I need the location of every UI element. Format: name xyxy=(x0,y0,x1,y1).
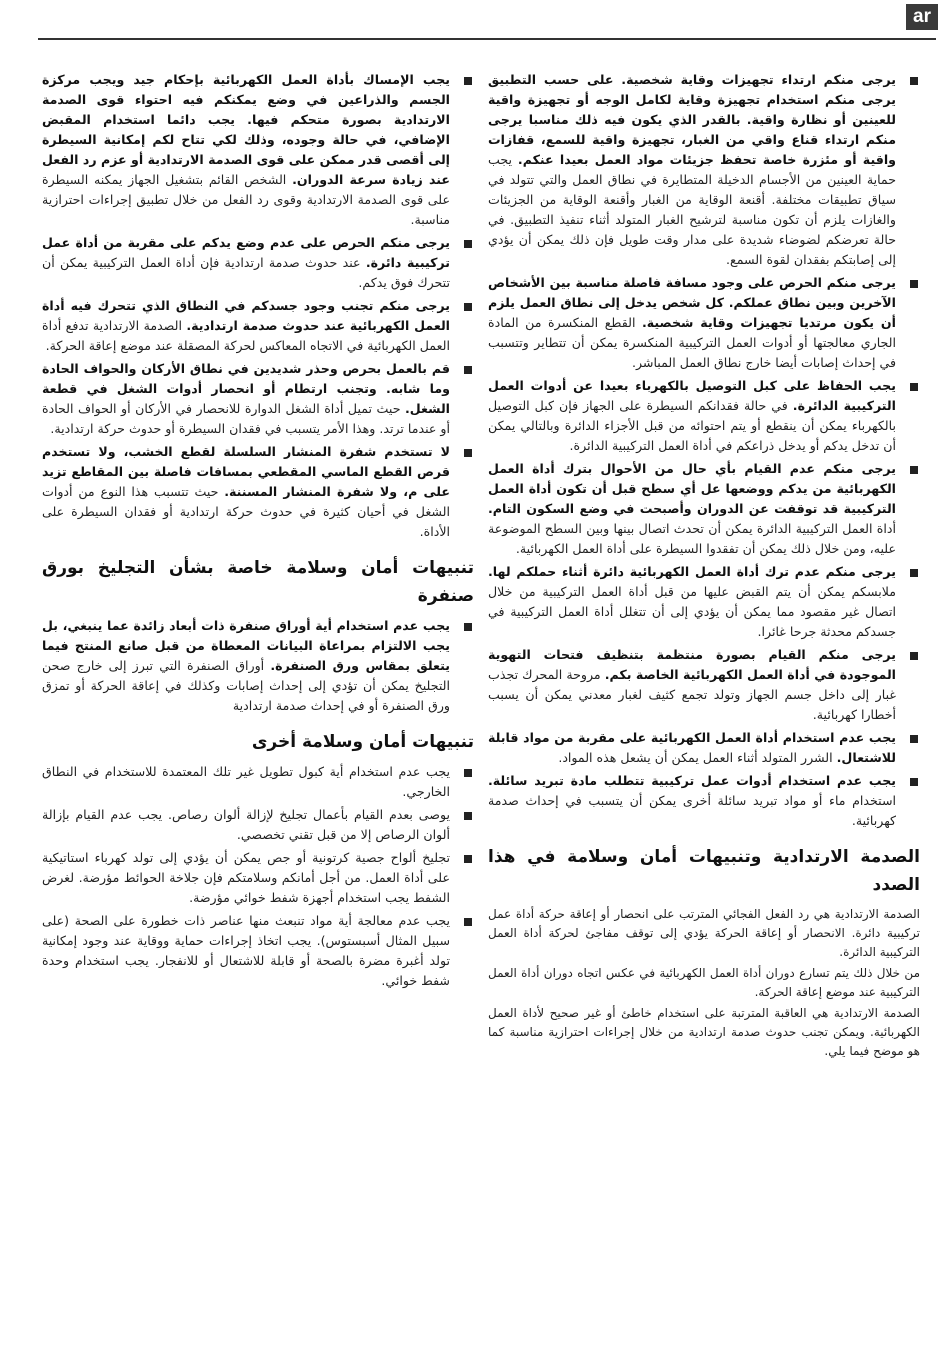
item-text: حيث تتسبب هذا النوع من أدوات الشغل في أحيان كثيرة في حدوث حركة ارتدادية أو فقدان السيطرة على الأداة. xyxy=(42,484,450,539)
item-text: ملابسكم يمكن أن يتم القبض عليها من قبل أداة العمل التركيبية من خلال اتصال غير مقصود مما يمكن أن يؤدي إلى أن تتغلل أداة العمل التركيبية في جسدكم محدثة جرحا غائرا. xyxy=(488,584,896,639)
item-text: استخدام ماء أو مواد تبريد سائلة أخرى يمكن أن يتسبب في إحداث صدمة كهربائية. xyxy=(488,793,896,828)
item-bold-text: قم بالعمل بحرص وحذر شديدين في نطاق الأركان والحواف الحادة وما شابه. وتجنب ارتطام أو انحصار أدوات الشغل في قطعة الشغل. xyxy=(42,361,450,416)
kickback-paragraph: الصدمة الارتدادية هي العاقبة المترتبة على استخدام خاطئ أو غير صحيح لأداة العمل الكهربائية. ويمكن تجنب حدوث صدمة ارتدادية من خلال إجراءات احترازية مناسبة كما هو موضح فيما يلي. xyxy=(488,1006,920,1058)
list-item xyxy=(488,645,920,725)
list-item xyxy=(488,728,920,768)
kickback-paragraph: الصدمة الارتدادية هي رد الفعل الفجائي المترتب على انحصار أو إعاقة حركة أداة عمل تركيبية دائرة. الانحصار أو إعاقة الحركة يؤدي إلى توقف مفاجئ لحركة أداة العمل التركيبية الدائرة. xyxy=(488,907,920,959)
list-item xyxy=(42,359,474,439)
safety-list-right xyxy=(488,70,920,831)
list-item xyxy=(42,233,474,293)
item-bold-text: يجب الإمساك بأداة العمل الكهربائية بإحكام جيد ويجب مركزة الجسم والذراعين في وضع يمكنكم فيه احتواء قوى الصدمة الارتدادية بصورة متحكم فيها. يجب دائما استخدام المقبض الإضافي، في حالة وجوده، وذلك لكي تتاح لكم إمكانية السيطرة إلى أقصى قدر ممكن على قوى الصدمة الارتدادية أو عزم رد الفعل عند زيادة سرعة الدوران. xyxy=(42,72,451,187)
kickback-heading: الصدمة الارتدادية وتنبيهات أمان وسلامة في هذا الصدد xyxy=(488,847,920,895)
item-text: حيث تميل أداة الشغل الدوارة للانحصار في الأركان أو الحواف الحادة أو عندما ترتد. وهذا الأمر يتسبب في فقدان السيطرة أو حدوث حركة ارتدادية. xyxy=(42,401,450,436)
list-item xyxy=(488,70,920,270)
item-bold-text: يرجى منكم عدم ترك أداة العمل الكهربائية دائرة أثناء حملكم لها. xyxy=(488,564,896,579)
item-text: يجب عدم استخدام أية كبول تطويل غير تلك المعتمدة للاستخدام في النطاق الخارجي. xyxy=(42,764,450,799)
list-item xyxy=(42,805,474,845)
item-text: يوصى بعدم القيام بأعمال تجليخ لإزالة ألوان رصاص. يجب عدم القيام بإزالة ألوان الرصاص إلا من قبل تقني تخصصي. xyxy=(42,807,450,842)
item-bold-text: يجب عدم استخدام أداة العمل الكهربائية على مقربة من مواد قابلة للاشتعال. xyxy=(488,730,896,765)
list-item xyxy=(42,442,474,542)
list-item xyxy=(488,562,920,642)
list-item xyxy=(488,273,920,373)
sanding-list xyxy=(42,616,474,716)
list-item xyxy=(488,459,920,559)
item-bold-text: يرجى منكم القيام بصورة منتظمة بتنظيف فتحات التهوية الموجودة في أداة العمل الكهربائية الخاصة بكم. xyxy=(488,647,896,682)
list-item xyxy=(42,848,474,908)
list-item xyxy=(42,616,474,716)
other-safety-list xyxy=(42,762,474,991)
list-item xyxy=(42,296,474,356)
item-bold-text: يرجى منكم تجنب وجود جسدكم في النطاق الذي تتحرك فيه أداة العمل الكهربائية عند حدوث صدمة ارتدادية. xyxy=(42,298,450,333)
kickback-paragraph: من خلال ذلك يتم تسارع دوران أداة العمل الكهربائية في عكس اتجاه دوران أداة العمل التركيبية عند موضع إعاقة الحركة. xyxy=(488,966,920,999)
item-bold-text: يجب الحفاظ على كبل التوصيل بالكهرباء بعيدا عن أدوات العمل التركيبية الدائرة. xyxy=(488,378,896,413)
item-bold-text: يرجى منكم ارتداء تجهيزات وقاية شخصية. على حسب التطبيق يرجى منكم استخدام تجهيزة وقاية لكامل الوجه أو تجهيزة واقية للعينين أو نظارة واقية. بالقدر الذي يكون فيه ذلك مناسبا يرجى منكم ارتداء قناع واقي من الغبار، تجهيزة واقية للسمع، قفازات واقية أو مئزرة خاصة تحفظ جزيئات مواد العمل بعيدا عنكم. xyxy=(488,72,896,167)
list-item xyxy=(42,762,474,802)
list-item xyxy=(42,70,474,230)
list-item xyxy=(42,911,474,991)
item-text: أداة العمل التركيبية الدائرة يمكن أن تحدث اتصال بينها وبين السطح الموضوعة عليه، ومن خلال ذلك يمكن أن تفقدوا السيطرة على أداة العمل الكهربائية. xyxy=(488,521,896,556)
item-bold-text: يرجى منكم الحرص على عدم وضع يدكم على مقربة من أداة عمل تركيبية دائرة. xyxy=(42,235,450,270)
list-item xyxy=(488,376,920,456)
item-text: القطع المنكسرة من المادة الجاري معالجتها أو أدوات العمل التركيبية المنكسرة يمكن أن تتطاير وتتسبب في إحداث إصابات أيضا خارج نطاق العمل المباشر. xyxy=(488,315,896,370)
item-text: الشرر المتولد أثناء العمل يمكن أن يشعل هذه المواد. xyxy=(558,750,837,765)
item-bold-text: يجب عدم استخدام أية أوراق صنفرة ذات أبعاد زائدة عما ينبغي، بل يجب الالتزام بمراعاة البيانات المعطاة من قبل صانع المنتج فيما يتعلق بمقاس ورق الصنفرة. xyxy=(42,618,450,673)
item-text: تجليخ ألواح جصية كرتونية أو جص يمكن أن يؤدي إلى تولد كهرباء استاتيكية على أداة العمل. من أجل أمانكم وسلامتكم فإن جلاخة الحوائط مؤرضة. لغرض الشفط يجب استخدام أجهزة شفط خوائي مؤرضة. xyxy=(42,850,450,905)
item-bold-text: يجب عدم استخدام أدوات عمل تركيبية تتطلب مادة تبريد سائلة. xyxy=(488,773,896,788)
item-text: الصدمة الارتدادية تدفع أداة العمل الكهربائية في الاتجاه المعاكس لحركة المصقلة عند موضع إعاقة الحركة. xyxy=(42,318,450,353)
item-text: يجب عدم معالجة أية مواد تنبعث منها عناصر ذات خطورة على الصحة (على سبيل المثال أسبستوس). يجب اتخاذ إجراءات حماية ووقاية عند وجود إمكانية تولد أغبرة مضرة بالصحة أو قابلة للاشتعال أو للانفجار. يجب استخدام وحدة شفط خوائي. xyxy=(42,913,450,988)
item-bold-text: يرجى منكم الحرص على وجود مسافة فاصلة مناسبة بين الأشخاص الآخرين وبين نطاق عملكم. كل شخص يدخل إلى نطاق العمل يلزم أن يكون مرتديا تجهيزات وقاية شخصية. xyxy=(488,275,896,330)
item-bold-text: لا تستخدم شفرة المنشار السلسلة لقطع الخشب، ولا تستخدم قرص القطع الماسي المقطعي بمسافات فاصلة بين المقاطع تزيد على م، ولا شفرة المنشار المسننة. xyxy=(42,444,450,499)
item-text: يجب حماية العينين من الأجسام الدخيلة المتطايرة في نطاق العمل والتي تتولد في سياق تطبيقات مختلفة. أقنعة الوقاية من الغبار وأقنعة الوقاية من الجزيئات والغازات يلزم أن تكون مناسبة لترشيح الغبار المتولد أثناء تنفيذ التطبيق. في حالة تعرضكم لضوضاء شديدة على مدار وقت طويل فإن ذلك يمكن أن يؤدي إلى إصابتكم بفقدان لقوة السمع. xyxy=(488,152,896,267)
header-divider xyxy=(38,38,936,40)
item-text: الشخص القائم بتشغيل الجهاز يمكنه السيطرة على قوى الصدمة الارتدادية وقوى رد الفعل من خلال تطبيق إجراءات احترازية مناسبة. xyxy=(42,172,450,227)
sanding-heading: تنبيهات أمان وسلامة خاصة بشأن التجليخ بورق صنفرة xyxy=(42,558,474,606)
safety-list-left xyxy=(42,70,474,542)
item-text: أوراق الصنفرة التي تبرز إلى خارج صحن التجليخ يمكن أن تؤدي إلى إحداث إصابات وكذلك في إعاقة الحركة أو تمزق ورق الصنفرة أو في إحداث صدمة ارتدادية xyxy=(42,658,450,713)
item-text: في حالة فقدانكم السيطرة على الجهاز فإن كبل التوصيل بالكهرباء يمكن أن ينقطع أو يتم احتوائه من قبل الأجزاء الدائرة وبالتالي يمكن أن تدخل يدكم أو يدخل ذراعكم في أداة العمل التركيبية الدائرة. xyxy=(488,398,896,453)
right-column xyxy=(488,70,920,1063)
item-text: مروحة المحرك تجذب غبار إلى داخل جسم الجهاز وتولد تجمع كثيف لغبار معدني يمكن أن يسبب أخطارا كهربائية. xyxy=(488,667,896,722)
item-text: عند حدوث صدمة ارتدادية فإن أداة العمل التركيبية يمكن أن تتحرك فوق يدكم. xyxy=(42,255,450,290)
language-code-badge: ar xyxy=(906,4,938,30)
left-column xyxy=(42,70,474,994)
item-bold-text: يرجى منكم عدم القيام بأي حال من الأحوال بترك أداة العمل الكهربائية من يدكم ووضعها عل أي سطح قبل أن تكون أداة العمل التركيبية قد توقفت عن الدوران وأصبحت في وضع السكون التام. xyxy=(488,461,896,516)
list-item xyxy=(488,771,920,831)
other-safety-heading: تنبيهات أمان وسلامة أخرى xyxy=(251,732,474,752)
